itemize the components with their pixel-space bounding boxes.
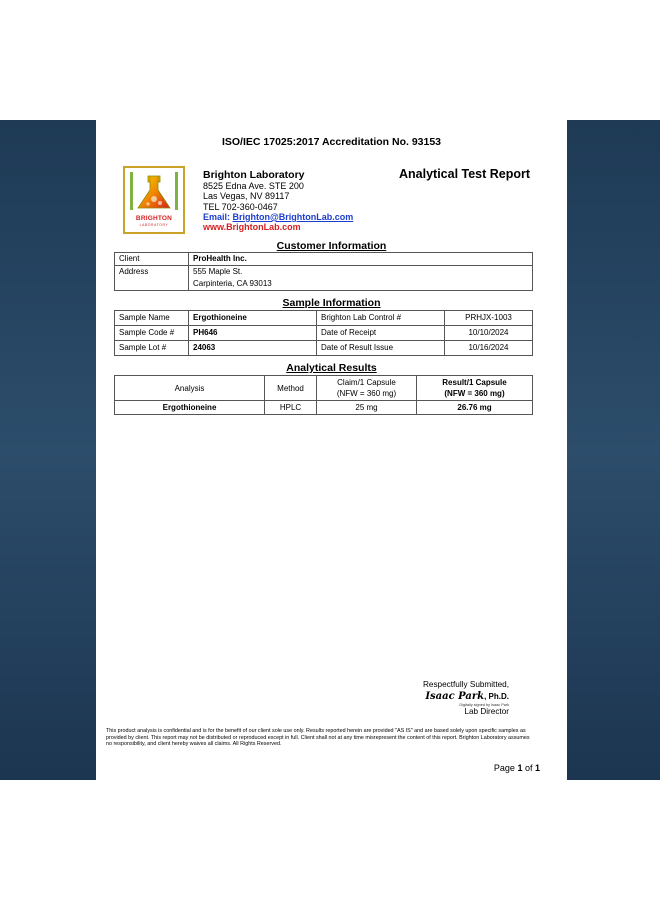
issue-value: 10/16/2024 bbox=[445, 341, 533, 356]
result-value: 26.76 mg bbox=[417, 401, 533, 415]
report-title: Analytical Test Report bbox=[399, 167, 531, 181]
col-result-header bbox=[417, 376, 533, 401]
result-analysis: Ergothioneine bbox=[115, 401, 265, 415]
report-page bbox=[96, 120, 567, 780]
issue-label: Date of Result Issue bbox=[317, 341, 445, 356]
table-row bbox=[115, 253, 533, 266]
sample-lot-label: Sample Lot # bbox=[115, 341, 189, 356]
sample-table bbox=[114, 310, 533, 356]
sample-lot-value: 24063 bbox=[189, 341, 317, 356]
results-table bbox=[114, 375, 533, 415]
client-label: Client bbox=[115, 253, 189, 266]
email-link[interactable]: Brighton@BrightonLab.com bbox=[232, 211, 354, 222]
sample-name-label: Sample Name bbox=[115, 311, 189, 326]
receipt-label: Date of Receipt bbox=[317, 326, 445, 341]
brighton-logo bbox=[123, 166, 185, 234]
lab-contact-block bbox=[203, 169, 353, 232]
page-current: 1 bbox=[517, 763, 523, 773]
signature-line bbox=[423, 691, 509, 702]
customer-section-title: Customer Information bbox=[276, 240, 387, 252]
result-method: HPLC bbox=[265, 401, 317, 415]
sample-code-value: PH646 bbox=[189, 326, 317, 341]
submitted-text: Respectfully Submitted, bbox=[422, 680, 509, 689]
table-row bbox=[115, 341, 533, 356]
email-label: Email: bbox=[203, 211, 233, 222]
col-method-header: Method bbox=[265, 376, 317, 401]
lab-address-line1: 8525 Edna Ave. STE 200 bbox=[203, 181, 304, 191]
page-word: Page bbox=[493, 763, 518, 773]
logo-subtitle: LABORATORY bbox=[139, 223, 169, 227]
logo-wordmark: BRIGHTON bbox=[135, 215, 173, 222]
lab-name: Brighton Laboratory bbox=[203, 169, 305, 181]
address-value bbox=[189, 266, 533, 291]
control-value: PRHJX-1003 bbox=[445, 311, 533, 326]
page-number bbox=[494, 763, 540, 773]
lab-email-row bbox=[203, 212, 353, 222]
address-label: Address bbox=[115, 266, 189, 291]
lab-phone: TEL 702-360-0467 bbox=[203, 201, 278, 212]
result-claim: 25 mg bbox=[317, 401, 417, 415]
table-row bbox=[115, 266, 533, 291]
col-claim-header bbox=[317, 376, 417, 401]
signature-credential: , Ph.D. bbox=[484, 692, 509, 701]
claim-header-line2: (NFW = 360 mg) bbox=[336, 389, 397, 398]
result-header-line1: Result/1 Capsule bbox=[442, 378, 507, 387]
receipt-value: 10/10/2024 bbox=[445, 326, 533, 341]
address-line2: Carpinteria, CA 93013 bbox=[193, 279, 272, 288]
table-row bbox=[115, 401, 533, 415]
signature-name: Isaac Park bbox=[425, 691, 485, 702]
control-label: Brighton Lab Control # bbox=[317, 311, 445, 326]
table-row bbox=[115, 311, 533, 326]
customer-table bbox=[114, 252, 533, 291]
disclaimer-text: This product analysis is confidential and is for the benefit of our client sole use only. Results reported herein are provided "AS IS" and are based solely upon specific samples as provided by client. This report may not be distributed or reproduced except in full. Client shall not at any time misrepresent the content of this report. Brighton Laboratory assumes no responsibility, and client hereby waives all claims. All Rights Reserved. bbox=[106, 728, 530, 748]
result-header-line2: (NFW = 360 mg) bbox=[444, 389, 505, 398]
of-word: of bbox=[522, 763, 535, 773]
client-value: ProHealth Inc. bbox=[189, 253, 533, 266]
signature-title: Lab Director bbox=[464, 707, 509, 716]
col-analysis-header: Analysis bbox=[115, 376, 265, 401]
lab-website-link[interactable]: www.BrightonLab.com bbox=[203, 222, 301, 233]
table-row bbox=[115, 326, 533, 341]
page-total: 1 bbox=[534, 763, 540, 773]
sample-name-value: Ergothioneine bbox=[189, 311, 317, 326]
digital-signature-note: Digitally signed by Isaac Park bbox=[459, 703, 509, 707]
table-row bbox=[115, 376, 533, 401]
sample-section-title: Sample Information bbox=[282, 297, 381, 309]
signature-block bbox=[423, 680, 509, 716]
results-section-title: Analytical Results bbox=[286, 362, 377, 374]
accreditation-heading: ISO/IEC 17025:2017 Accreditation No. 93153 bbox=[221, 136, 442, 148]
lab-address-line2: Las Vegas, NV 89117 bbox=[203, 191, 290, 202]
address-line1: 555 Maple St. bbox=[193, 267, 243, 276]
claim-header-line1: Claim/1 Capsule bbox=[337, 378, 396, 387]
sample-code-label: Sample Code # bbox=[115, 326, 189, 341]
